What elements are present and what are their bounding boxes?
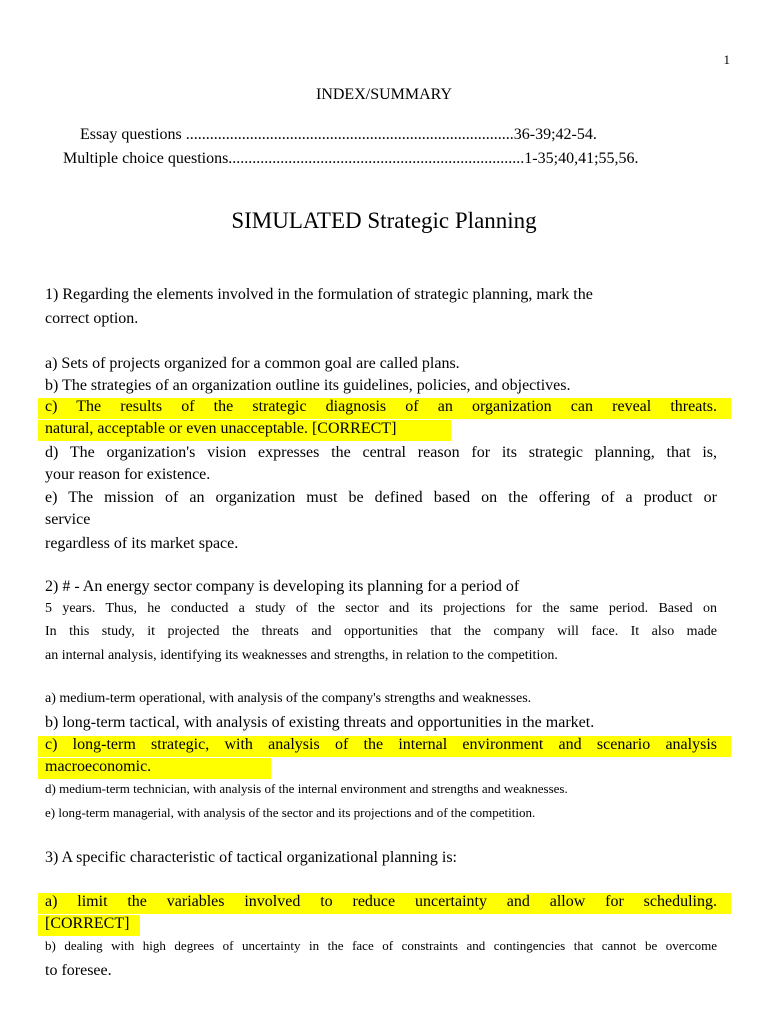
- question-3-option-b-line-2: to foresee.: [45, 962, 112, 979]
- question-3-stem: 3) A specific characteristic of tactical organizational planning is:: [45, 849, 457, 866]
- question-3-option-b-line-1: b) dealing with high degrees of uncertainty in the face of constraints and contingencies that cannot be overcome: [45, 938, 717, 953]
- question-3-option-a-line-1: a) limit the variables involved to reduce uncertainty and allow for scheduling.: [45, 893, 717, 910]
- question-1-option-c-line-2: natural, acceptable or even unacceptable. [CORRECT]: [38, 420, 451, 441]
- index-title: INDEX/SUMMARY: [315, 86, 452, 103]
- question-1-option-a: a) Sets of projects organized for a common goal are called plans.: [45, 355, 460, 372]
- question-1-stem-line-1: 1) Regarding the elements involved in the formulation of strategic planning, mark the: [45, 286, 593, 303]
- document-title: SIMULATED Strategic Planning: [231, 208, 537, 233]
- question-1-option-e-line-3: regardless of its market space.: [45, 535, 239, 552]
- question-1-option-e-line-2: service: [45, 511, 91, 528]
- index-multiple-choice-line: Multiple choice questions..........................................................................1-35;40,41;55,56.: [63, 150, 639, 167]
- question-2-stem-line-3: In this study, it projected the threats and opportunities that the company will face. It also made: [45, 624, 717, 639]
- question-2-option-c-line-2: macroeconomic.: [38, 758, 271, 779]
- question-2-stem-line-2: 5 years. Thus, he conducted a study of the sector and its projections for the same period. Based on: [45, 601, 717, 616]
- page-number: 1: [723, 52, 730, 67]
- question-1-option-c-line-1: c) The results of the strategic diagnosis of an organization can reveal threats.: [45, 398, 717, 415]
- question-2-option-b: b) long-term tactical, with analysis of existing threats and opportunities in the market.: [45, 714, 595, 731]
- question-3-option-a-highlight: [38, 893, 731, 914]
- question-1-option-b: b) The strategies of an organization outline its guidelines, policies, and objectives.: [45, 377, 571, 394]
- question-2-option-e: e) long-term managerial, with analysis of the sector and its projections and of the competition.: [45, 805, 536, 820]
- question-2-option-c-highlight: [38, 736, 731, 757]
- question-2-stem-line-4: an internal analysis, identifying its weaknesses and strengths, in relation to the competition.: [45, 648, 558, 663]
- question-2-stem-line-1: 2) # - An energy sector company is developing its planning for a period of: [45, 578, 520, 595]
- question-1-option-d-line-2: your reason for existence.: [45, 466, 211, 483]
- question-1-option-c-highlight: [38, 398, 731, 419]
- question-2-option-d: d) medium-term technician, with analysis of the internal environment and strengths and weaknesses.: [45, 781, 568, 796]
- index-essay-line: Essay questions ..................................................................................36-39;42-54.: [80, 126, 597, 143]
- question-1-option-e-line-1: e) The mission of an organization must be defined based on the offering of a product or: [45, 489, 717, 506]
- question-2-option-c-line-1: c) long-term strategic, with analysis of the internal environment and scenario analysis: [45, 736, 717, 753]
- question-1-stem-line-2: correct option.: [45, 310, 139, 327]
- question-1-option-d-line-1: d) The organization's vision expresses the central reason for its strategic planning, that is,: [45, 444, 717, 461]
- question-3-option-a-line-2: [CORRECT]: [38, 915, 140, 936]
- question-2-option-a: a) medium-term operational, with analysis of the company's strengths and weaknesses.: [45, 691, 532, 706]
